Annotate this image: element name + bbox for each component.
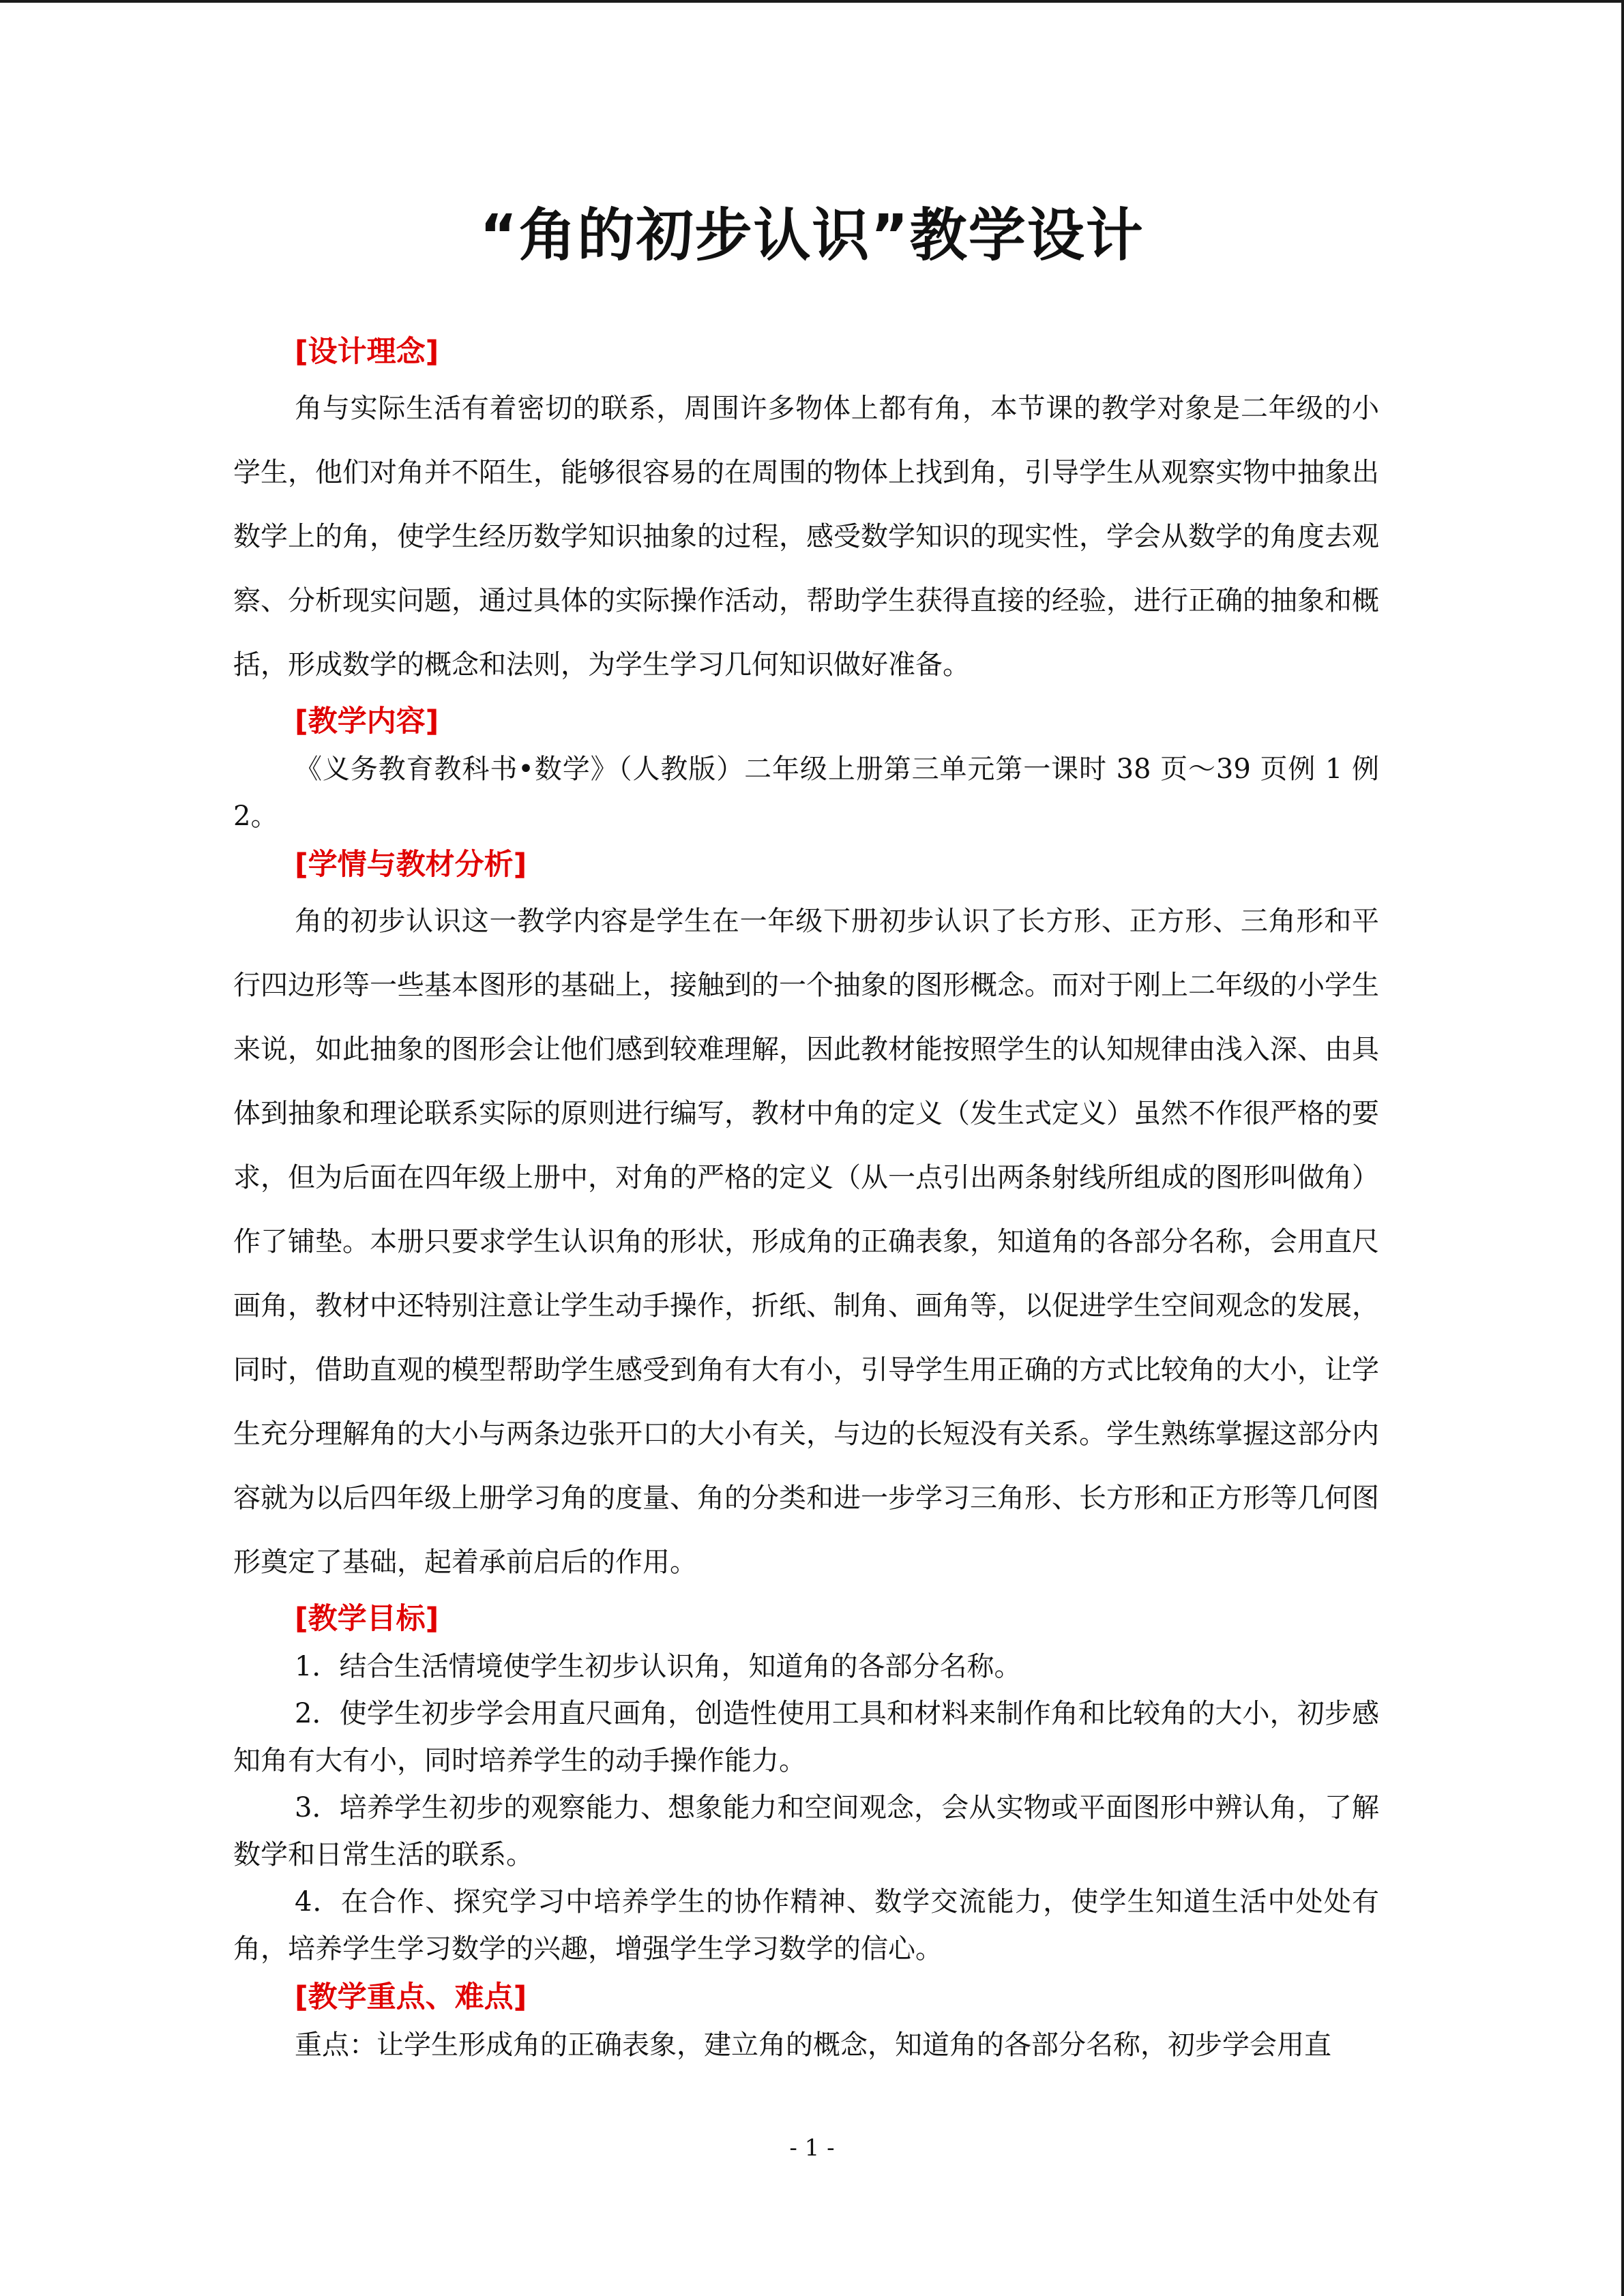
section-paragraph: 《义务教育教科书•数学》（人教版）二年级上册第三单元第一课时 38 页～39 页例 1 例 2。 <box>233 754 1379 832</box>
goal-item-3: 3．培养学生初步的观察能力、想象能力和空间观念，会从实物或平面图形中辨认角，了解数学和日常生活的联系。 <box>233 1792 1379 1870</box>
goal-item-1: 1．结合生活情境使学生初步认识角，知道角的各部分名称。 <box>295 1651 1022 1682</box>
section-heading-analysis: [学情与教材分析] <box>295 848 527 882</box>
section-heading-teaching-content: [教学内容] <box>295 704 439 739</box>
section-heading-design-concept: [设计理念] <box>295 335 439 369</box>
goal-item-2: 2．使学生初步学会用直尺画角，创造性使用工具和材料来制作角和比较角的大小，初步感知角有大有小，同时培养学生的动手操作能力。 <box>233 1698 1379 1776</box>
document-body <box>233 327 1379 2069</box>
section-paragraph: 重点：让学生形成角的正确表象，建立角的概念，知道角的各部分名称，初步学会用直 <box>295 2029 1331 2061</box>
document-title: “角的初步认识”教学设计 <box>479 202 1145 269</box>
section-heading-teaching-goals: [教学目标] <box>295 1602 439 1636</box>
section-paragraph: 角的初步认识这一教学内容是学生在一年级下册初步认识了长方形、正方形、三角形和平行四边形等一些基本图形的基础上，接触到的一个抽象的图形概念。而对于刚上二年级的小学生来说，如此抽象的图形会让他们感到较难理解，因此教材能按照学生的认知规律由浅入深、由具体到抽象和理论联系实际的原则进行编写，教材中角的定义（发生式定义）虽然不作很严格的要求，但为后面在四年级上册中，对角的严格的定义（从一点引出两条射线所组成的图形叫做角）作了铺垫。本册只要求学生认识角的形状，形成角的正确表象，知道角的各部分名称，会用直尺画角，教材中还特别注意让学生动手操作，折纸、制角、画角等，以促进学生空间观念的发展，同时，借助直观的模型帮助学生感受到角有大有小，引导学生用正确的方式比较角的大小，让学生充分理解角的大小与两条边张开口的大小有关，与边的长短没有关系。学生熟练掌握这部分内容就为以后四年级上册学习角的度量、角的分类和进一步学习三角形、长方形和正方形等几何图形奠定了基础，起着承前启后的作用。 <box>233 906 1379 1578</box>
page-number: - 1 - <box>789 2134 835 2162</box>
page-border-right <box>1621 0 1624 2296</box>
section-heading-key-points: [教学重点、难点] <box>295 1980 527 2014</box>
page-border-top <box>0 0 1624 3</box>
goal-item-4: 4．在合作、探究学习中培养学生的协作精神、数学交流能力，使学生知道生活中处处有角，培养学生学习数学的兴趣，增强学生学习数学的信心。 <box>233 1886 1379 1965</box>
section-paragraph: 角与实际生活有着密切的联系，周围许多物体上都有角，本节课的教学对象是二年级的小学生，他们对角并不陌生，能够很容易的在周围的物体上找到角，引导学生从观察实物中抽象出数学上的角，使学生经历数学知识抽象的过程，感受数学知识的现实性，学会从数学的角度去观察、分析现实问题，通过具体的实际操作活动，帮助学生获得直接的经验，进行正确的抽象和概括，形成数学的概念和法则，为学生学习几何知识做好准备。 <box>233 393 1379 681</box>
